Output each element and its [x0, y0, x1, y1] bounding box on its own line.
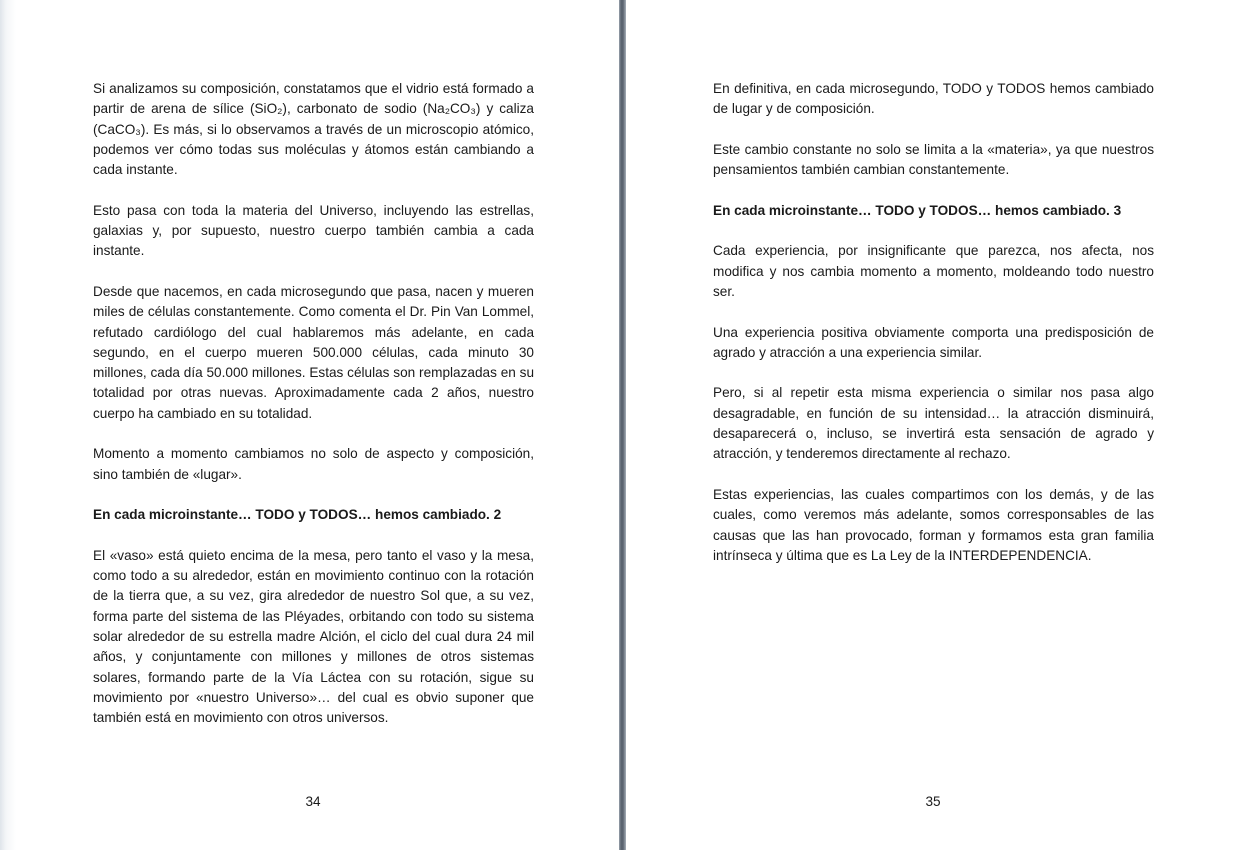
- paragraph: Una experiencia positiva obviamente comporta una predisposición de agrado y atracción a una experiencia similar.: [713, 324, 1154, 360]
- page-number: 35: [925, 794, 941, 809]
- right-page: [626, 0, 1237, 850]
- paragraph: Esto pasa con toda la materia del Universo, incluyendo las estrellas, galaxias y, por supuesto, nuestro cuerpo también cambia a cada instante.: [93, 202, 534, 259]
- paragraph: Si analizamos su composición, constatamos que el vidrio está formado a partir de arena de sílice (SiO₂), carbonato de sodio (Na₂CO₃) y caliza (CaCO₃). Es más, si lo observamos a través de un microscopio atómico, podemos ver cómo todas sus moléculas y átomos están cambiando a cada instante.: [93, 81, 534, 178]
- paragraph: Cada experiencia, por insignificante que parezca, nos afecta, nos modifica y nos cambia momento a momento, moldeando todo nuestro ser.: [713, 243, 1154, 299]
- paragraph: Desde que nacemos, en cada microsegundo que pasa, nacen y mueren miles de células constantemente. Como comenta el Dr. Pin Van Lommel, refutado cardiólogo del cual hablaremos más adelante, en cada segundo, en el cuerpo mueren 500.000 células, cada minuto 30 millones, cada día 50.000 millones. Estas células son remplazadas en su totalidad por otras nuevas. Aproximadamente cada 2 años, nuestro cuerpo ha cambiado en su totalidad.: [93, 283, 534, 421]
- paragraph: Momento a momento cambiamos no solo de aspecto y composición, sino también de «lugar».: [93, 446, 534, 482]
- left-page-body: [93, 79, 534, 729]
- page-number: 34: [305, 794, 321, 809]
- book-gutter: [619, 0, 626, 850]
- section-heading: En cada microinstante… TODO y TODOS… hemos cambiado. 3: [713, 202, 1122, 218]
- paragraph: El «vaso» está quieto encima de la mesa, pero tanto el vaso y la mesa, como todo a su alrededor, están en movimiento continuo con la rotación de la tierra que, a su vez, gira alrededor de nuestro Sol que, a su vez, forma parte del sistema de las Pléyades, orbitando con todo su sistema solar alrededor de su estrella madre Alción, el ciclo del cual dura 24 mil años, y conjuntamente con millones y millones de otros sistemas solares, formando parte de la Vía Láctea con su rotación, sigue su movimiento por «nuestro Universo»… del cual es obvio suponer que también está en movimiento con otros universos.: [93, 547, 534, 726]
- paragraph: Pero, si al repetir esta misma experiencia o similar nos pasa algo desagradable, en función de su intensidad… la atracción disminuirá, desaparecerá o, incluso, se invertirá esta sensación de agrado y atracción, y tenderemos directamente al rechazo.: [713, 385, 1154, 462]
- right-page-body: [713, 79, 1154, 566]
- paragraph: Este cambio constante no solo se limita a la «materia», ya que nuestros pensamientos también cambian constantemente.: [713, 141, 1154, 178]
- section-heading: En cada microinstante… TODO y TODOS… hemos cambiado. 2: [93, 507, 502, 523]
- paragraph: Estas experiencias, las cuales compartimos con los demás, y de las cuales, como veremos más adelante, somos corresponsables de las causas que las han provocado, forman y formamos esta gran familia intrínseca y última que es La Ley de la INTERDEPENDENCIA.: [713, 486, 1154, 563]
- paragraph: En definitiva, en cada microsegundo, TODO y TODOS hemos cambiado de lugar y de composición.: [713, 81, 1154, 117]
